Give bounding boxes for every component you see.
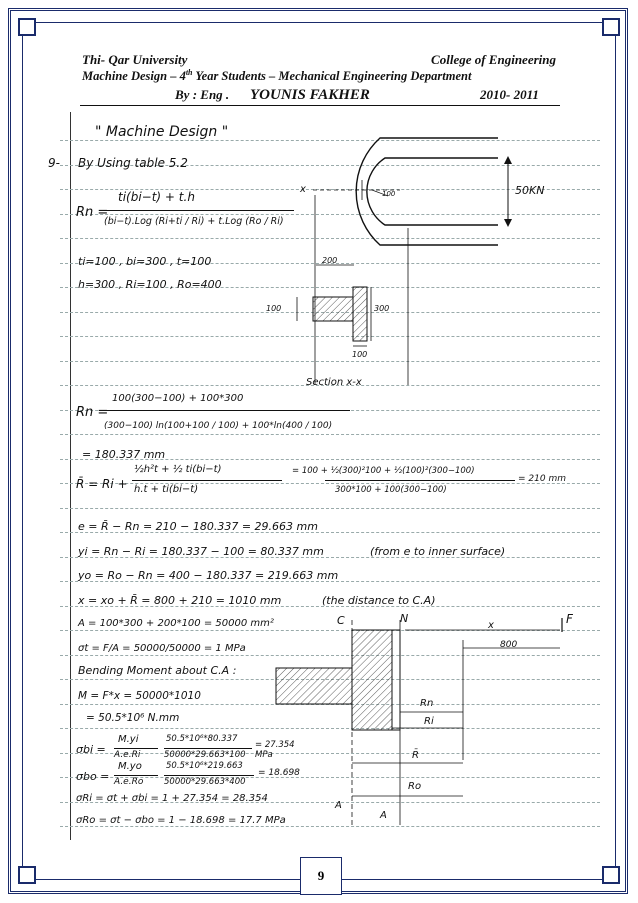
- rn-calc-numerator: 100(300−100) + 100*300: [112, 393, 244, 404]
- rn-formula-denominator: (bi−t).Log (Ri+ti / Ri) + t.Log (Ro / Ri): [104, 216, 284, 227]
- area-calc: A = 100*300 + 200*100 = 50000 mm²: [78, 618, 274, 629]
- sigma-bo-num: M.yo: [118, 761, 142, 772]
- question-number: 9-: [48, 156, 60, 170]
- table-reference: By Using table 5.2: [78, 156, 188, 170]
- author-label: By : Eng .: [175, 87, 230, 102]
- notes-title: " Machine Design ": [95, 124, 229, 140]
- label-ro: Ro: [408, 781, 422, 792]
- rn-result: = 180.337 mm: [82, 448, 166, 461]
- rbar-rhs-numerator: = 100 + ½(300)²100 + ½(100)²(300−100): [292, 466, 475, 476]
- sigma-bi-mid-num: 50.5*10⁶*80.337: [166, 734, 238, 744]
- label-a2: A: [380, 810, 387, 821]
- sigma-ro: σRo = σt − σbo = 1 − 18.698 = 17.7 MPa: [76, 815, 286, 826]
- given-values-1: ti=100 , bi=300 , t=100: [78, 255, 212, 268]
- tensile-stress: σt = F/A = 50000/50000 = 1 MPa: [78, 643, 246, 654]
- course-title-pre: Machine Design – 4: [82, 69, 186, 84]
- sigma-ri: σRi = σt + σbi = 1 + 27.354 = 28.354: [76, 793, 268, 804]
- sigma-bi-result: = 27.354 MPa: [255, 740, 295, 760]
- hook-outline: [356, 138, 498, 245]
- label-n: N: [400, 612, 409, 625]
- label-x: x: [488, 620, 494, 631]
- college-name: College of Engineering: [431, 52, 556, 67]
- rn-calc-lhs: Rn =: [76, 405, 109, 420]
- sigma-bo-den: A.e.Ro: [114, 777, 144, 787]
- page-number: 9: [300, 857, 342, 895]
- rn-formula-lhs: Rn =: [76, 205, 109, 220]
- load-label: 50KN: [515, 184, 545, 197]
- sigma-bo-lhs: σbo =: [76, 770, 110, 783]
- label-rn: Rn: [420, 698, 434, 709]
- rbar-numerator: ½h²t + ½ ti(bi−t): [134, 464, 222, 475]
- label-ri: Ri: [424, 716, 434, 727]
- dim-100-bot-label: 100: [352, 350, 368, 359]
- rbar-lhs: R̄ = Ri +: [76, 477, 128, 491]
- rbar-rhs-denominator: 300*100 + 100(300−100): [335, 485, 447, 495]
- moment-result: = 50.5*10⁶ N.mm: [86, 712, 180, 724]
- university-name: Thi- Qar University: [82, 52, 188, 67]
- load-arrowhead-up: [504, 156, 512, 164]
- academic-year: 2010- 2011: [480, 87, 539, 102]
- sigma-bi-mid-den: 50000*29.663*100: [164, 750, 246, 760]
- bending-moment-heading: Bending Moment about C.A :: [78, 664, 237, 677]
- given-values-2: h=300 , Ri=100 , Ro=400: [78, 278, 222, 291]
- dim-200-label: 200: [322, 256, 338, 265]
- course-title-sup: th: [185, 68, 193, 77]
- label-c: C: [337, 614, 345, 627]
- sigma-bo-mid-den: 50000*29.663*400: [164, 777, 246, 787]
- rn-calc-denominator: (300−100) ln(100+100 / 100) + 100*ln(400 / 100): [104, 421, 333, 431]
- sigma-bi-den: A.e.Ri: [114, 750, 141, 760]
- sigma-bo-mid-num: 50.5*10⁶*219.663: [166, 761, 243, 771]
- rn-formula-numerator: ti(bi−t) + t.h: [118, 190, 195, 204]
- x-calc: x = xo + R̄ = 800 + 210 = 1010 mm: [78, 594, 282, 607]
- rbar-denominator: h.t + ti(bi−t): [134, 484, 199, 495]
- section-flange-2: [352, 630, 392, 730]
- yi-calc: yi = Rn − Ri = 180.337 − 100 = 80.337 mm: [78, 545, 324, 558]
- moment-calc: M = F*x = 50000*1010: [78, 690, 201, 702]
- yi-note: (from e to inner surface): [370, 545, 506, 558]
- radius-label: 100: [382, 190, 396, 198]
- label-800: 800: [500, 640, 518, 650]
- section-caption: Section x-x: [306, 377, 362, 388]
- rbar-result: = 210 mm: [518, 474, 566, 484]
- sigma-bi-num: M.yi: [118, 734, 139, 745]
- section-mark: x: [300, 184, 306, 195]
- label-a1: A: [335, 800, 342, 811]
- course-title-post: Year Students – Mechanical Engineering Department: [192, 69, 472, 84]
- sigma-bo-result: = 18.698: [258, 768, 300, 778]
- x-note: (the distance to C.A): [322, 594, 436, 607]
- sigma-bi-lhs: σbi =: [76, 743, 106, 756]
- section-web-2: [276, 668, 352, 704]
- dim-100-left-label: 100: [266, 304, 282, 313]
- section-flange: [353, 287, 367, 341]
- dim-300-label: 300: [374, 304, 390, 313]
- load-arrowhead-down: [504, 219, 512, 227]
- section-web: [313, 297, 353, 321]
- label-rbar: R̄: [412, 750, 419, 761]
- author-name: YOUNIS FAKHER: [250, 87, 370, 103]
- eccentricity: e = R̄ − Rn = 210 − 180.337 = 29.663 mm: [78, 520, 318, 533]
- yo-calc: yo = Ro − Rn = 400 − 180.337 = 219.663 mm: [78, 569, 339, 582]
- label-f: F: [566, 612, 573, 626]
